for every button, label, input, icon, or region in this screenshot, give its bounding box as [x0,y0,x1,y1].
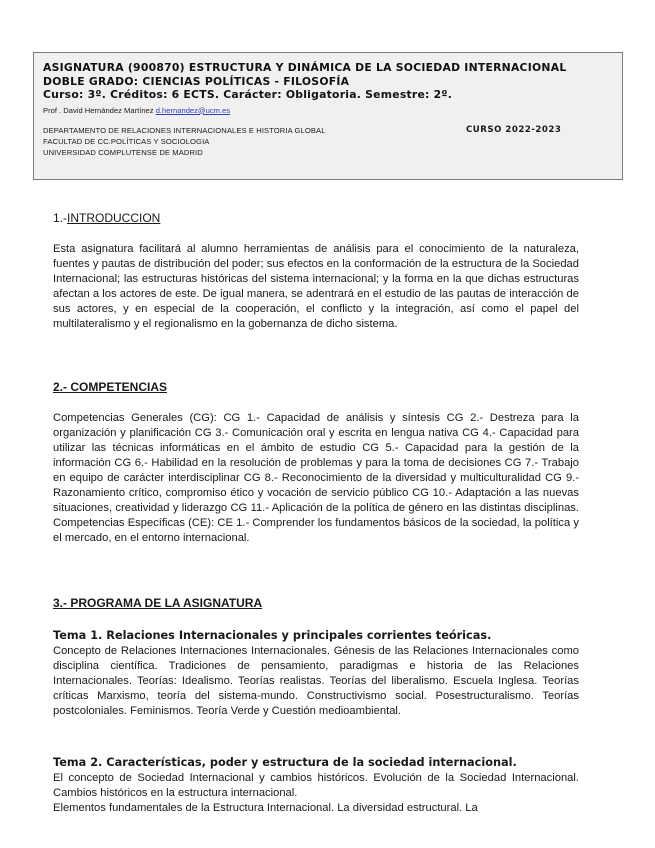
course-details: Curso: 3º. Créditos: 6 ECTS. Carácter: Obligatoria. Semestre: 2º. [43,88,453,101]
section-heading-competencias: 2.- COMPETENCIAS [53,380,168,394]
tema-2-text-1: El concepto de Sociedad Internacional y cambios históricos. Evolución de la Sociedad Internacional. Cambios históricos en la estructura internacional. [53,772,579,799]
intro-paragraph: Esta asignatura facilitará al alumno herramientas de análisis para el conocimiento de la naturaleza, fuentes y pautas de distribución del poder; sus efectos en la conformación de la estructura de la Sociedad Internacional; las estructuras históricas del sistema internacional; y la forma en la que dichas estructuras afectan a los actores de este. De igual manera, se adentrará en el estudio de las pautas de interacción de sus actores, y en especial de la cooperación, el conflicto y la integración, así como el papel del multilateralismo y el regionalismo en la gobernanza de dicho sistema. [53,243,579,330]
section-number: 1.- [53,211,68,225]
course-header-box [33,52,623,180]
professor-line [43,105,613,116]
tema-2-title: Tema 2. Características, poder y estructura de la sociedad internacional. [53,756,517,769]
university-name: UNIVERSIDAD COMPLUTENSE DE MADRID [43,147,203,157]
section-heading-introduccion [53,211,160,225]
section-title: INTRODUCCION [67,211,161,225]
tema-1-title: Tema 1. Relaciones Internacionales y principales corrientes teóricas. [53,629,492,642]
tema-2-text-2: Elementos fundamentales de la Estructura Internacional. La diversidad estructural. La [53,802,478,814]
tema-1-paragraph: Concepto de Relaciones Internaciones Internacionales. Génesis de las Relaciones Internacionales como disciplina científica. Tradiciones de pensamiento, paradigmas e historia de las Relaciones Internacionales. Teorías: Idealismo. Teorías realistas. Teorías del liberalismo. Escuela Inglesa. Teorías críticas Marxismo, teoría del sistema-mundo. Constructivismo social. Posestructuralismo. Teorías postcoloniales. Feminismos. Teoría Verde y Cuestión medioambiental. [53,645,579,717]
course-year: CURSO 2022-2023 [466,124,562,135]
competencias-paragraph: Competencias Generales (CG): CG 1.- Capacidad de análisis y síntesis CG 2.- Destreza para la organización y planificación CG 3.- Comunicación oral y escrita en lengua nativa CG 4.- Capacidad para utilizar las técnicas informáticas en el ámbito de estudio CG 5.- Capacidad para la gestión de la información CG 6.- Habilidad en la resolución de problemas y para la toma de decisiones CG 7.- Trabajo en equipo de carácter interdisciplinar CG 8.- Reconocimiento de la diversidad y multiculturalidad CG 9.- Razonamiento crítico, compromiso ético y vocación de servicio público CG 10.- Adaptación a las nuevas situaciones, creatividad y liderazgo CG 11.- Aplicación de la política de género en las distintas disciplinas. Competencias Específicas (CE): CE 1.- Comprender los fundamentos básicos de la sociedad, la política y el mercado, en el entorno internacional. [53,412,579,544]
tema-2-paragraph [53,771,579,816]
professor-email-link[interactable]: d.hernandez@ucm.es [155,105,231,115]
degree-title: DOBLE GRADO: CIENCIAS POLÍTICAS - FILOSOFÍA [43,74,350,88]
section-heading-programa: 3.- PROGRAMA DE LA ASIGNATURA [53,596,263,610]
professor-name: Prof . David Hernández Martínez [43,105,154,115]
institution-block [43,125,613,158]
faculty-name: FACULTAD DE CC.POLÍTICAS Y SOCIOLOGIA [43,136,210,146]
department-name: DEPARTAMENTO DE RELACIONES INTERNACIONALES E HISTORIA GLOBAL [43,125,326,135]
course-title: ASIGNATURA (900870) ESTRUCTURA Y DINÁMICA DE LA SOCIEDAD INTERNACIONAL [43,61,567,74]
